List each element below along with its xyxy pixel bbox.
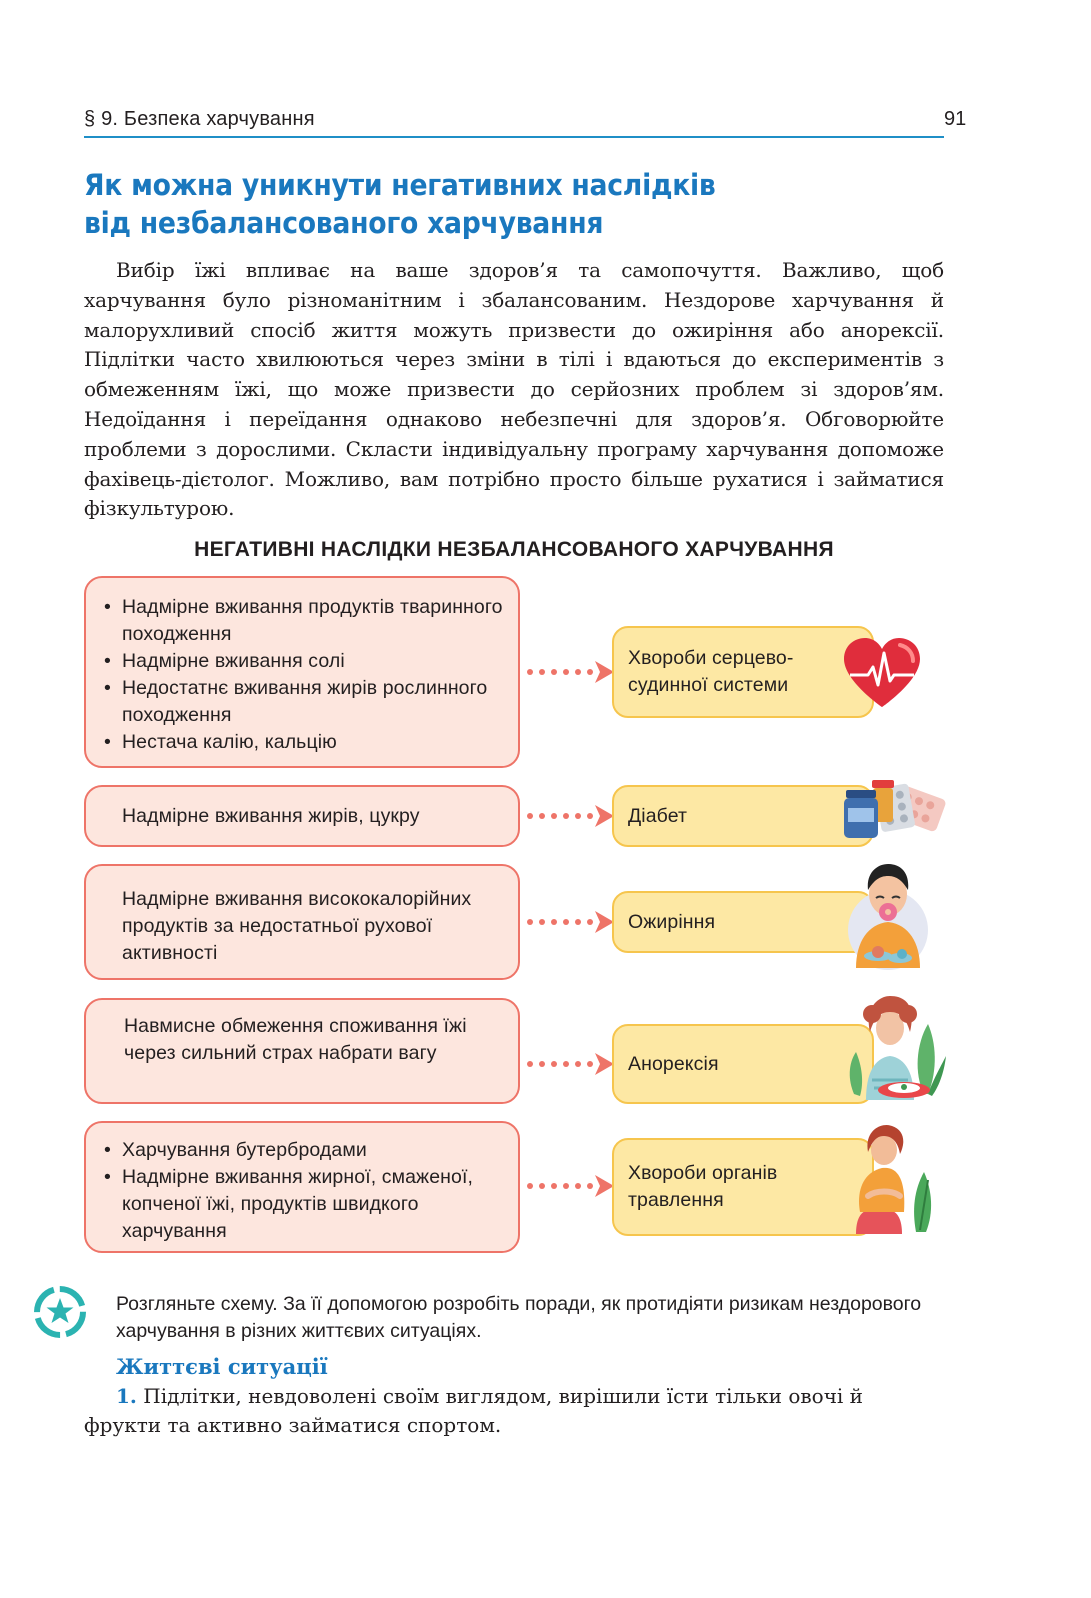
cause-text: Навмисне обмеження споживання їжі через сильний страх набрати вагу	[124, 1015, 467, 1064]
overeating-person-icon	[840, 860, 936, 972]
effect-label: Діабет	[628, 804, 688, 827]
list-item: • Харчування бутербродами	[102, 1137, 504, 1164]
list-item: • Нестача калію, кальцію	[102, 729, 504, 756]
effect-box-2	[612, 785, 874, 847]
cause-box-3	[84, 864, 520, 980]
situation-1	[84, 1382, 944, 1440]
effect-label: Ожиріння	[628, 910, 716, 933]
intro-paragraph: Вибір їжі впливає на ваше здоров’я та самопочуття. Важливо, щоб харчування було різноманітним і збалансованим. Нездорове харчування й малорухливий спосіб життя можуть призвести до ожиріння або анорексії. Підлітки часто хвилюються через зміни в тілі і вдаються до експериментів з обмеженням їжі, що може призвести до серйозних проблем зі здоров’ям. Недоїдання і переїдання однаково небезпечні для здоров’я. Обговорюйте проблеми з дорослими. Скласти індивідуальну програму харчування допоможе фахівець-дієтолог. Можливо, вам потрібно просто більше рухатися і займатися фізкультурою.	[84, 258, 944, 521]
list-item: • Надмірне вживання жирної, смаженої, копченої їжі, продуктів швидкого харчування	[102, 1164, 504, 1245]
running-head	[84, 108, 944, 138]
cause-list-5	[102, 1137, 504, 1245]
cause-box-4	[84, 998, 520, 1104]
arrow-icon	[525, 1052, 615, 1076]
scheme-title: НЕГАТИВНІ НАСЛІДКИ НЕЗБАЛАНСОВАНОГО ХАРЧУВАННЯ	[194, 538, 834, 561]
list-item: • Надмірне вживання продуктів тваринного походження	[102, 594, 504, 648]
effect-box-4	[612, 1024, 874, 1104]
situation-text: Підлітки, невдоволені своїм виглядом, вирішили їсти тільки овочі й фрукти та активно займатися спортом.	[84, 1384, 863, 1437]
effect-box-3	[612, 891, 874, 953]
arrow-icon	[525, 804, 615, 828]
cause-box-2	[84, 785, 520, 847]
effect-label: Хвороби органів травлення	[628, 1162, 778, 1211]
arrow-icon	[525, 910, 615, 934]
heart-icon	[842, 637, 922, 709]
situations-subheading: Життєві ситуації	[116, 1354, 328, 1379]
page-number: 91	[944, 108, 967, 130]
star-task-icon	[34, 1286, 86, 1338]
heading-line-2: від незбалансованого харчування	[84, 206, 604, 240]
situation-number: 1.	[116, 1384, 137, 1408]
medicine-icon	[842, 778, 946, 840]
cause-text: Надмірне вживання висококалорійних продуктів за недостатньої рухової активності	[122, 888, 472, 964]
effect-box-1	[612, 626, 874, 718]
list-item: • Надмірне вживання солі	[102, 648, 504, 675]
anorexia-person-icon	[842, 994, 946, 1104]
page-heading	[84, 166, 820, 242]
effect-label: Анорексія	[628, 1052, 719, 1075]
effect-box-5	[612, 1138, 874, 1236]
stomach-ache-person-icon	[846, 1120, 940, 1238]
cause-box-1	[84, 576, 520, 768]
task-text: Розгляньте схему. За її допомогою розробіть поради, як протидіяти ризикам нездорового харчування в різних життєвих ситуаціях.	[116, 1293, 922, 1342]
heading-line-1: Як можна уникнути негативних наслідків	[84, 168, 716, 202]
cause-list-1	[102, 594, 504, 756]
section-title: § 9. Безпека харчування	[84, 108, 315, 130]
effect-label: Хвороби серцево-судинної системи	[628, 647, 794, 696]
list-item: • Недостатнє вживання жирів рослинного походження	[102, 675, 504, 729]
arrow-icon	[525, 660, 615, 684]
arrow-icon	[525, 1174, 615, 1198]
cause-box-5	[84, 1121, 520, 1253]
cause-text: Надмірне вживання жирів, цукру	[122, 804, 420, 827]
